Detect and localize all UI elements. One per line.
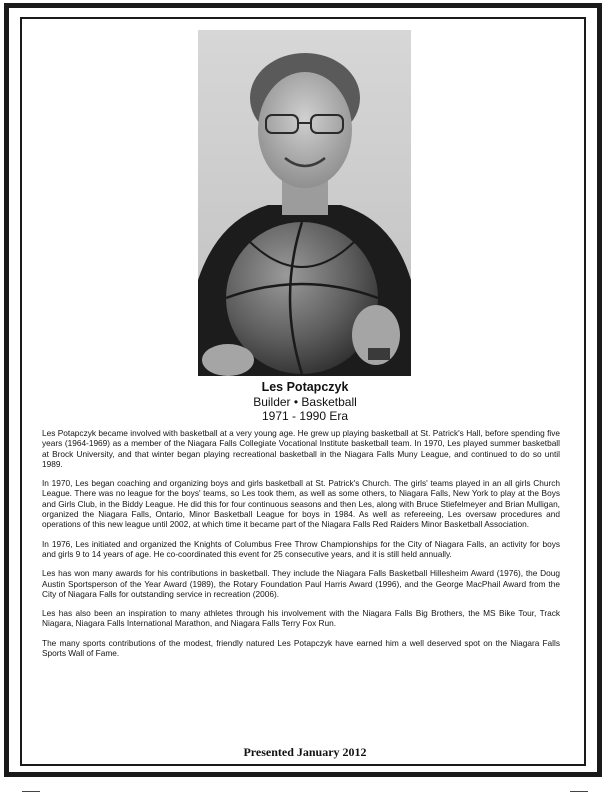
left-hand-shape	[202, 344, 254, 376]
biography-paragraph: In 1976, Les initiated and organized the Knights of Columbus Free Throw Championships for the City of Niagara Falls, an activity for boys and girls 9 to 14 years of age. He co-coordinated this event for 25 consecutive years, and it is still held annually.	[42, 538, 560, 559]
inductee-era: 1971 - 1990 Era	[261, 409, 349, 423]
portrait-photo	[198, 30, 411, 376]
biography-paragraph: In 1970, Les began coaching and organizing boys and girls basketball at St. Patrick's Church. The girls' teams played in an all girls Church League. There was no league for the boys' teams, so Les took them, as well as some others, to Niagara Falls, New York to play at the Boys and Girls Club, in the Biddy League. He did this for four continuous seasons and then Les, along with Bruce Stiefelmeyer and Brian Mulligan, organized the Niagara Falls, Ontario, Minor Basketball League for boys in 1984. As well as refereeing, Les oversaw procedures and operations of this new league until 2002, at which time it became part of the Niagara Falls Red Raiders Minor Basketball Association.	[42, 478, 560, 530]
inductee-category: Builder • Basketball	[253, 395, 357, 409]
face-shape	[258, 72, 352, 188]
biography-paragraph: The many sports contributions of the modest, friendly natured Les Potapczyk have earned him a well deserved spot on the Niagara Falls Sports Wall of Fame.	[42, 637, 560, 659]
crop-mark-right	[570, 791, 588, 792]
crop-mark-left	[22, 791, 40, 792]
inductee-name: Les Potapczyk	[261, 380, 349, 394]
watch-shape	[368, 348, 390, 360]
biography-paragraph: Les has also been an inspiration to many athletes through his involvement with the Niagara Falls Big Brothers, the MS Bike Tour, Track Niagara, Niagara Falls International Marathon, and Niagara Falls Terry Fox Run.	[42, 608, 560, 629]
portrait-illustration	[198, 30, 411, 376]
biography-paragraph: Les has won many awards for his contributions in basketball. They include the Niagara Falls Basketball Hillesheim Award (1976), the Doug Austin Sportsperson of the Year Award (1989), the Rotary Foundation Paul Harris Award (1996), and the George MacPhail Award from the City of Niagara Falls for outstanding service in recreation (2006).	[42, 568, 560, 599]
presented-date: Presented January 2012	[243, 745, 367, 759]
biography	[42, 428, 560, 667]
biography-paragraph: Les Potapczyk became involved with basketball at a very young age. He grew up playing basketball at St. Patrick's Hall, before spending five years (1964-1969) as a member of the Niagara Falls Collegiate Vocational Institute basketball team. In 1970, Les played summer basketball at Brock University, and that winter began playing recreational basketball in the Niagara Falls Muny League, and continued to do so until 1989.	[42, 428, 560, 469]
